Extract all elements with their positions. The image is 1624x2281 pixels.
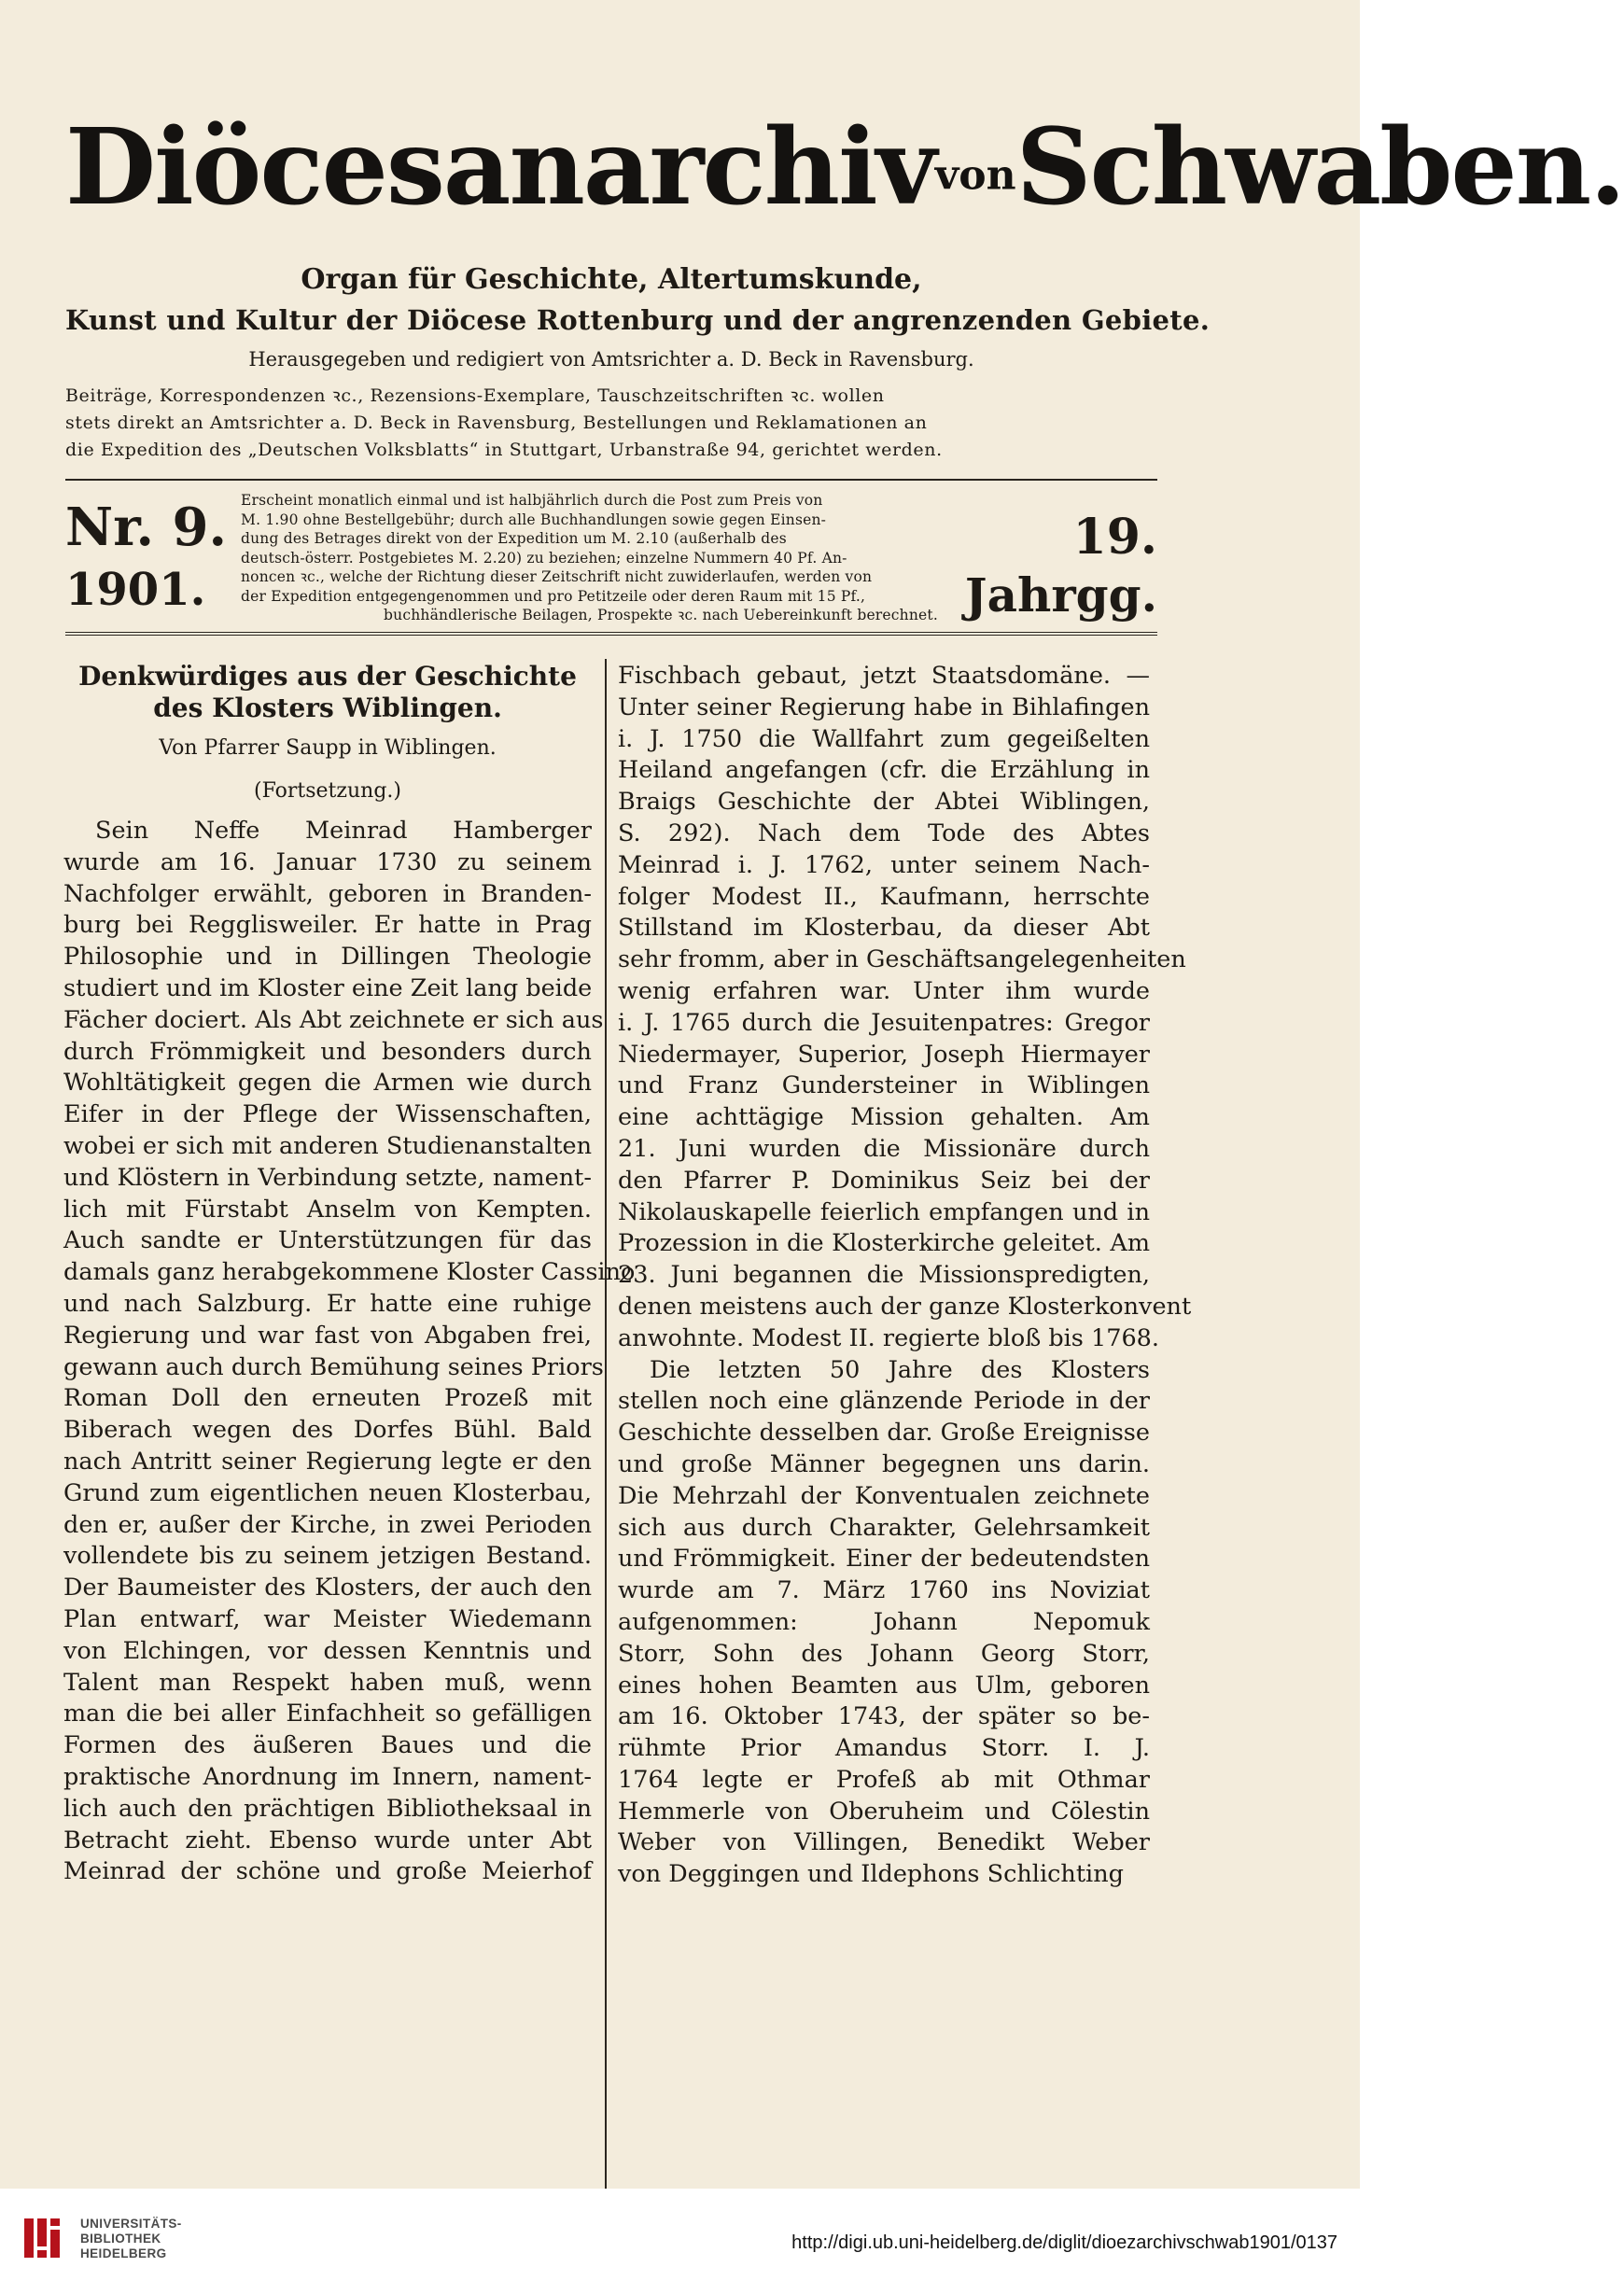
text-line: Die Mehrzahl der Konventualen zeichnete xyxy=(618,1481,1150,1510)
text-line: Regierung und war fast von Abgaben frei, xyxy=(63,1321,592,1350)
text-line: Talent man Respekt haben muß, wenn xyxy=(63,1668,592,1697)
text-line: studiert und im Kloster eine Zeit lang beide xyxy=(63,973,593,1002)
text-line: Grund zum eigentlichen neuen Klosterbau, xyxy=(63,1478,592,1507)
text-line: Meinrad i. J. 1762, unter seinem Nach- xyxy=(618,850,1150,879)
text-line: man die bei aller Einfachheit so gefälligen xyxy=(63,1700,592,1728)
subscription-line: buchhändlerische Beilagen, Prospekte ꝛc. nach Uebereinkunft berechnet. xyxy=(384,607,938,623)
article-title: Denkwürdiges aus der Geschichte xyxy=(78,661,577,692)
title-part2: Schwaben. xyxy=(1015,106,1624,229)
text-line: und nach Salzburg. Er hatte eine ruhige xyxy=(63,1289,592,1318)
text-line: und Klöstern in Verbindung setzte, nament- xyxy=(63,1163,592,1192)
text-line: Fischbach gebaut, jetzt Staatsdomäne. — xyxy=(618,662,1150,690)
text-line: und große Männer begegnen uns darin. xyxy=(618,1449,1150,1478)
footer xyxy=(0,2189,1360,2281)
text-line: Unter seiner Regierung habe in Bihlafingen xyxy=(618,693,1150,721)
text-line: Meinrad der schöne und große Meierhof xyxy=(63,1857,592,1886)
text-line: Geschichte desselben dar. Große Ereignisse xyxy=(618,1419,1150,1448)
subscription-line: M. 1.90 ohne Bestellgebühr; durch alle Buchhandlungen sowie gegen Einsen- xyxy=(241,511,827,528)
article-continuation: (Fortsetzung.) xyxy=(254,779,401,803)
issue-year: 1901. xyxy=(65,564,206,616)
subscription-line: der Expedition entgegengenommen und pro Petitzeile oder deren Raum mit 15 Pf., xyxy=(241,587,866,605)
text-line: am 16. Oktober 1743, der später so be- xyxy=(618,1702,1150,1731)
text-line: i. J. 1750 die Wallfahrt zum gegeißelten xyxy=(618,724,1150,753)
header-rule-bottom xyxy=(65,632,1157,636)
column-divider xyxy=(605,659,607,2199)
text-line: Weber von Villingen, Benedikt Weber xyxy=(618,1828,1150,1857)
text-line: wurde am 16. Januar 1730 zu seinem xyxy=(63,847,592,876)
text-line: damals ganz herabgekommene Kloster Cassino xyxy=(63,1258,636,1287)
text-line: Roman Doll den erneuten Prozeß mit xyxy=(63,1384,592,1413)
text-line: und Frömmigkeit. Einer der bedeutendsten xyxy=(618,1545,1150,1574)
text-line: anwohnte. Modest II. regierte bloß bis 1768. xyxy=(618,1323,1160,1352)
text-line: gewann auch durch Bemühung seines Priors xyxy=(63,1352,604,1381)
notice-line: Beiträge, Korrespondenzen ꝛc., Rezensions-Exemplare, Tauschzeitschriften ꝛc. wollen xyxy=(65,385,885,406)
header-rule-top xyxy=(65,479,1157,481)
text-line: S. 292). Nach dem Tode des Abtes xyxy=(618,819,1150,847)
subscription-line: Erscheint monatlich einmal und ist halbjährlich durch die Post zum Preis von xyxy=(241,492,823,509)
text-line: Nikolauskapelle feierlich empfangen und in xyxy=(618,1197,1150,1226)
text-line: den er, außer der Kirche, in zwei Perioden xyxy=(63,1510,592,1539)
ub-heidelberg-logo-icon xyxy=(22,2215,69,2261)
text-line: Formen des äußeren Baues und die xyxy=(63,1731,592,1760)
volume-label: Jahrgg. xyxy=(964,567,1157,623)
text-line: Prozession in die Klosterkirche geleitet. Am xyxy=(618,1229,1150,1258)
issue-number: Nr. 9. xyxy=(65,497,228,558)
text-line: Niedermayer, Superior, Joseph Hiermayer xyxy=(618,1040,1150,1069)
text-line: Philosophie und in Dillingen Theologie xyxy=(63,943,592,972)
text-line: Stillstand im Klosterbau, da dieser Abt xyxy=(618,914,1150,943)
text-line: wurde am 7. März 1760 ins Noviziat xyxy=(618,1576,1150,1605)
text-line: Auch sandte er Unterstützungen für das xyxy=(63,1226,592,1255)
notice-line: stets direkt an Amtsrichter a. D. Beck in Ravensburg, Bestellungen und Reklamationen an xyxy=(65,413,928,433)
text-line: eine achttägige Mission gehalten. Am xyxy=(618,1103,1150,1132)
text-line: vollendete bis zu seinem jetzigen Bestand. xyxy=(63,1542,592,1571)
text-line: denen meistens auch der ganze Klosterkonvent xyxy=(618,1292,1192,1321)
text-line: lich mit Fürstabt Anselm von Kempten. xyxy=(63,1195,592,1224)
text-line: Braigs Geschichte der Abtei Wiblingen, xyxy=(618,788,1150,817)
text-line: Fächer dociert. Als Abt zeichnete er sich aus xyxy=(63,1005,604,1034)
article-title: des Klosters Wiblingen. xyxy=(153,693,502,723)
logo-line: UNIVERSITÄTS- xyxy=(80,2217,182,2231)
text-line: Heiland angefangen (cfr. die Erzählung in xyxy=(618,756,1150,785)
text-line: den Pfarrer P. Dominikus Seiz bei der xyxy=(618,1166,1150,1195)
masthead xyxy=(65,89,1624,247)
text-line: von Elchingen, vor dessen Kenntnis und xyxy=(63,1636,592,1665)
text-line: sich aus durch Charakter, Gelehrsamkeit xyxy=(618,1513,1150,1542)
logo-line: BIBLIOTHEK xyxy=(80,2232,161,2246)
logo-line: HEIDELBERG xyxy=(80,2246,167,2260)
text-line: burg bei Regglisweiler. Er hatte in Prag xyxy=(63,911,592,940)
text-line: durch Frömmigkeit und besonders durch xyxy=(63,1037,592,1066)
text-line: sehr fromm, aber in Geschäftsangelegenheiten xyxy=(618,945,1186,974)
text-line: Wohltätigkeit gegen die Armen wie durch xyxy=(63,1069,592,1098)
title-part1: Diöcesanarchiv xyxy=(65,106,935,229)
article-column-left xyxy=(63,661,636,1888)
text-line: 21. Juni wurden die Missionäre durch xyxy=(618,1134,1150,1163)
library-logo xyxy=(22,2200,237,2274)
text-line: folger Modest II., Kaufmann, herrschte xyxy=(618,882,1150,911)
text-line: Storr, Sohn des Johann Georg Storr, xyxy=(618,1639,1150,1668)
text-line: und Franz Gundersteiner in Wiblingen xyxy=(618,1071,1150,1100)
subscription-info xyxy=(241,491,1081,625)
article-author: Von Pfarrer Saupp in Wiblingen. xyxy=(159,736,497,760)
text-line: Biberach wegen des Dorfes Bühl. Bald xyxy=(63,1416,592,1445)
title-von: von xyxy=(934,151,1016,200)
text-line: nach Antritt seiner Regierung legte er den xyxy=(63,1447,592,1476)
text-line: Plan entwarf, war Meister Wiedemann xyxy=(63,1604,592,1633)
left-text-body xyxy=(63,816,636,1888)
text-line: 1764 legte er Profeß ab mit Othmar xyxy=(618,1765,1150,1794)
text-line: rühmte Prior Amandus Storr. I. J. xyxy=(618,1734,1150,1763)
subtitle-line2: Kunst und Kultur der Diöcese Rottenburg und der angrenzenden Gebiete. xyxy=(65,304,1211,336)
text-line: von Deggingen und Ildephons Schlichting xyxy=(618,1860,1124,1889)
volume-number: 19. xyxy=(1072,509,1157,566)
subscription-line: noncen ꝛc., welche der Richtung dieser Zeitschrift nicht zuwiderlaufen, werden von xyxy=(241,568,873,585)
text-line: lich auch den prächtigen Bibliotheksaal in xyxy=(63,1794,592,1823)
text-line: wobei er sich mit anderen Studienanstalten xyxy=(63,1131,593,1160)
contributions-notice xyxy=(65,383,1157,464)
article-column-right xyxy=(618,661,1192,1891)
logo-text xyxy=(80,2217,182,2261)
text-line: i. J. 1765 durch die Jesuitenpatres: Gregor xyxy=(618,1008,1150,1037)
text-line: Hemmerle von Oberuheim und Cölestin xyxy=(618,1797,1150,1826)
subscription-line: dung des Betrages direkt von der Expedition um M. 2.10 (außerhalb des xyxy=(241,530,787,547)
text-line: eines hohen Beamten aus Ulm, geboren xyxy=(618,1671,1150,1700)
right-text-body xyxy=(618,661,1192,1891)
subscription-line: deutsch-österr. Postgebietes M. 2.20) zu beziehen; einzelne Nummern 40 Pf. An- xyxy=(241,549,847,567)
text-line: Betracht zieht. Ebenso wurde unter Abt xyxy=(63,1826,592,1854)
source-url[interactable]: http://digi.ub.uni-heidelberg.de/diglit/dioezarchivschwab1901/0137 xyxy=(791,2232,1337,2253)
text-line: Die letzten 50 Jahre des Klosters xyxy=(650,1355,1150,1384)
text-line: Nachfolger erwählt, geboren in Branden- xyxy=(63,879,592,908)
notice-line: die Expedition des „Deutschen Volksblatts“ in Stuttgart, Urbanstraße 94, gerichtet werden. xyxy=(65,440,943,460)
text-line: wenig erfahren war. Unter ihm wurde xyxy=(618,976,1150,1005)
text-line: aufgenommen: Johann Nepomuk xyxy=(618,1607,1150,1636)
text-line: stellen noch eine glänzende Periode in der xyxy=(618,1387,1150,1416)
text-line: Sein Neffe Meinrad Hamberger xyxy=(95,817,592,845)
subtitle-line1: Organ für Geschichte, Altertumskunde, xyxy=(301,263,922,296)
editor-line: Herausgegeben und redigiert von Amtsrichter a. D. Beck in Ravensburg. xyxy=(248,348,974,371)
text-line: Eifer in der Pflege der Wissenschaften, xyxy=(63,1100,592,1129)
text-line: Der Baumeister des Klosters, der auch den xyxy=(63,1574,592,1602)
text-line: 23. Juni begannen die Missionspredigten, xyxy=(618,1261,1150,1290)
masthead-title xyxy=(65,89,1624,256)
text-line: praktische Anordnung im Innern, nament- xyxy=(63,1762,592,1791)
